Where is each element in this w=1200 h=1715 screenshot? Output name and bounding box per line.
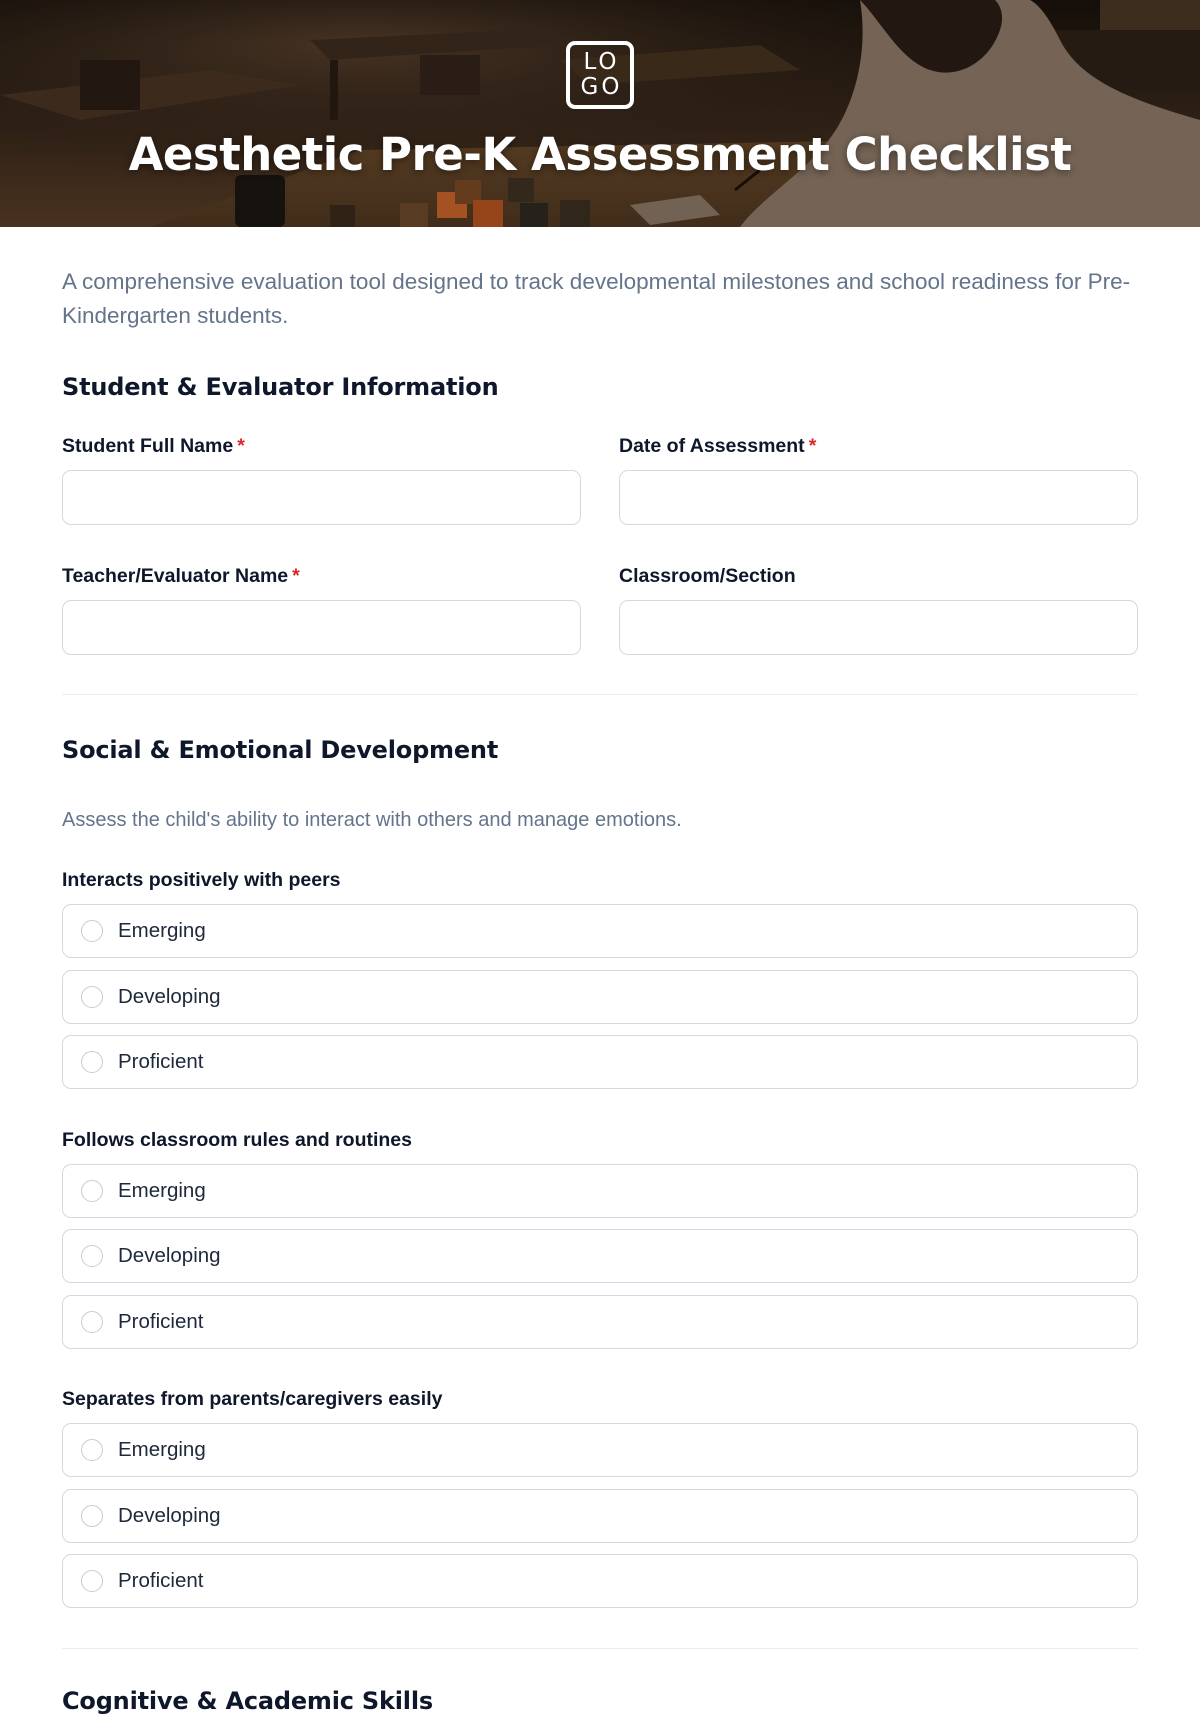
- section-description: Assess the child's ability to interact with others and manage emotions.: [62, 809, 682, 831]
- logo-text-top: LO: [583, 49, 620, 75]
- option-label: Developing: [118, 1504, 221, 1527]
- classroom-photo: [0, 0, 1200, 227]
- question-label: Interacts positively with peers: [62, 869, 341, 891]
- question-label: Separates from parents/caregivers easily: [62, 1388, 443, 1410]
- section-title-cognitive: Cognitive & Academic Skills: [62, 1687, 433, 1715]
- option-proficient[interactable]: [62, 1035, 1138, 1089]
- radio-button[interactable]: [81, 1051, 103, 1073]
- radio-button[interactable]: [81, 1505, 103, 1527]
- option-developing[interactable]: [62, 1229, 1138, 1283]
- required-asterisk: *: [808, 435, 817, 457]
- option-label: Developing: [118, 1244, 221, 1267]
- assessment-date-label: Date of Assessment *: [619, 435, 817, 457]
- option-developing[interactable]: [62, 970, 1138, 1024]
- student-name-label: Student Full Name *: [62, 435, 245, 457]
- section-title-info: Student & Evaluator Information: [62, 373, 499, 401]
- radio-button[interactable]: [81, 1245, 103, 1267]
- student-name-input[interactable]: [62, 470, 581, 525]
- assessment-date-input[interactable]: [619, 470, 1138, 525]
- logo: [566, 41, 634, 109]
- evaluator-name-input[interactable]: [62, 600, 581, 655]
- option-label: Proficient: [118, 1569, 204, 1592]
- option-label: Emerging: [118, 1179, 206, 1202]
- option-label: Emerging: [118, 1438, 206, 1461]
- classroom-input[interactable]: [619, 600, 1138, 655]
- radio-button[interactable]: [81, 920, 103, 942]
- required-asterisk: *: [292, 565, 300, 587]
- question-label: Follows classroom rules and routines: [62, 1129, 413, 1151]
- evaluator-name-label: Teacher/Evaluator Name *: [62, 565, 300, 587]
- header-banner: [0, 0, 1200, 227]
- form-intro: A comprehensive evaluation tool designed to track developmental milestones and school readiness for Pre-Kindergarten students.: [62, 269, 1131, 328]
- radio-button[interactable]: [81, 1570, 103, 1592]
- option-emerging[interactable]: [62, 1423, 1138, 1477]
- option-emerging[interactable]: [62, 1164, 1138, 1218]
- radio-button[interactable]: [81, 1180, 103, 1202]
- logo-text-bottom: GO: [580, 74, 623, 100]
- section-title-social: Social & Emotional Development: [62, 736, 499, 764]
- radio-button[interactable]: [81, 1311, 103, 1333]
- section-divider: [62, 694, 1138, 695]
- option-developing[interactable]: [62, 1489, 1138, 1543]
- required-asterisk: *: [237, 435, 245, 457]
- option-label: Proficient: [118, 1310, 204, 1333]
- section-divider: [62, 1648, 1138, 1649]
- option-proficient[interactable]: [62, 1554, 1138, 1608]
- classroom-label: Classroom/Section: [619, 565, 796, 587]
- option-proficient[interactable]: [62, 1295, 1138, 1349]
- option-label: Developing: [118, 985, 221, 1008]
- radio-button[interactable]: [81, 1439, 103, 1461]
- option-label: Emerging: [118, 919, 206, 942]
- option-label: Proficient: [118, 1050, 204, 1073]
- option-emerging[interactable]: [62, 904, 1138, 958]
- page-title: Aesthetic Pre-K Assessment Checklist: [128, 128, 1072, 181]
- radio-button[interactable]: [81, 986, 103, 1008]
